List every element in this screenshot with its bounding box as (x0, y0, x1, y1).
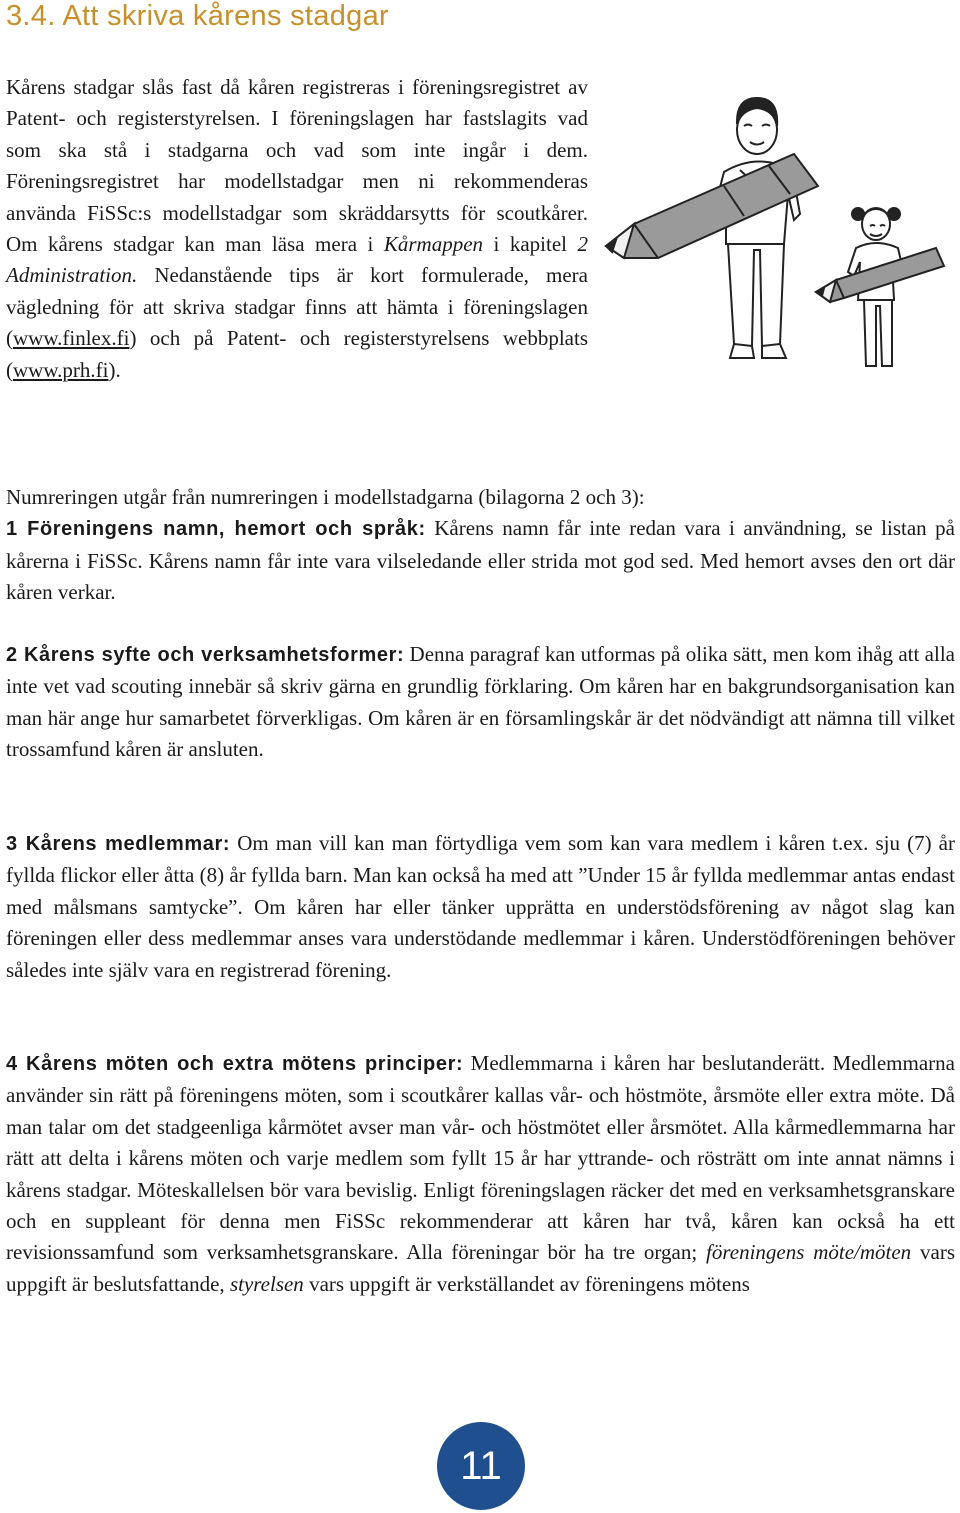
intro-text: Nedanstående tips är kort formulerade, mera vägledning för att skriva stadgar finns att hämta i föreningslagen ( (6, 263, 588, 351)
section-4-italic-meeting: föreningens möte/möten (706, 1240, 912, 1265)
section-3-text: Om man vill kan man förtydliga vem som kan vara medlem i kåren t.ex. sju (7) år fyllda flickor eller åtta (8) år fyllda barn. Man kan också ha med att ”Under 15 år fyllda medlemmar antas endast med målsmans samtycke”. Om kåren har eller tänker upprätta en understödsförening av något slag kan föreningen eller dess medlemmar anses vara understödande medlemmar i kåren. Understödföreningen behöver således inte själv vara en registrerad förening. (6, 831, 955, 982)
section-4-italic-board: styrelsen (229, 1271, 304, 1296)
section-2-text: Denna paragraf kan utformas på olika sätt, men kom ihåg att alla inte vet vad scouting innebär så skriv gärna en grundlig förklaring. Om kåren har en bakgrundsorganisation kan man här ange hur samarbetet förverkligas. Om kåren är en församlingskår är det nödvändigt att nämna till vilket trossamfund kåren är ansluten. (6, 642, 955, 762)
section-3-paragraph (6, 828, 955, 986)
section-2-paragraph (6, 639, 955, 766)
intro-text: i kapitel (483, 232, 578, 257)
section-4-text: Medlemmarna i kåren har beslutanderätt. Medlemmarna använder sin rätt på föreningens möten, som i scoutkårer kallas vår- och höstmöte, årsmöte eller extra möte. Då man talar om det stadgeenliga kårmötet avser man vår- och höstmötet eller årsmötet. Alla kårmedlemmarna har rätt att delta i kårens möten och varje medlem som fyllt 15 år har yttrande- och rösträtt om inte annat nämns i kårens stadgar. Möteskallelsen bör vara bevislig. Enligt föreningslagen räcker det med en verksamhetsgranskare och en suppleant för denna men FiSSc rekommenderar att kåren har två, kåren kan också ha ett revisionssamfund som verksamhetsgranskare. Alla föreningar bör ha tre organ; (6, 1051, 955, 1265)
intro-italic-karmappen: Kårmappen (383, 232, 484, 257)
intro-text: Kårens stadgar slås fast då kåren registreras i föreningsregistret av Patent- och registerstyrelsen. I föreningslagen har fastslagits vad som ska stå i stadgarna och vad som inte ingår i dem. Föreningsregistret har modellstadgar men ni rekommenderas använda FiSSc:s modellstadgar som skräddarsytts för scoutkårer. Om kårens stadgar kan man läsa mera i (6, 75, 588, 257)
numbering-paragraph (6, 482, 955, 609)
intro-text: ) och på Patent- och registerstyrelsens webbplats ( (6, 326, 588, 382)
numbering-intro: Numreringen utgår från numreringen i modellstadgarna (bilagorna 2 och 3): (6, 485, 645, 509)
prh-link[interactable]: www.prh.fi (13, 357, 109, 382)
section-1-heading: 1 Föreningens namn, hemort och språk: (6, 518, 426, 541)
section-3-heading: 3 Kårens medlemmar: (6, 833, 231, 855)
section-2-heading: 2 Kårens syfte och verksamhetsformer: (6, 644, 405, 666)
finlex-link[interactable]: www.finlex.fi (13, 326, 130, 351)
section-4-text: vars uppgift är beslutsfattande, (6, 1240, 955, 1296)
section-heading: 3.4. Att skriva kårens stadgar (6, 0, 389, 32)
scouts-pencil-illustration (604, 74, 956, 392)
intro-text: ). (108, 357, 121, 382)
intro-italic-chapter: 2 Administration. (6, 232, 588, 288)
section-4-paragraph (6, 1048, 955, 1300)
intro-paragraph (6, 72, 588, 386)
section-4-heading: 4 Kårens möten och extra mötens principer: (6, 1053, 464, 1075)
page-number: 11 (460, 1444, 502, 1488)
section-1-text: Kårens namn får inte redan vara i användning, se listan på kårerna i FiSSc. Kårens namn får inte vara vilseledande eller strida mot god sed. Med hemort avses den ort där kåren verkar. (6, 516, 955, 605)
section-4-text: vars uppgift är verkställandet av föreningens mötens (303, 1271, 750, 1296)
page-number-badge (437, 1422, 525, 1510)
